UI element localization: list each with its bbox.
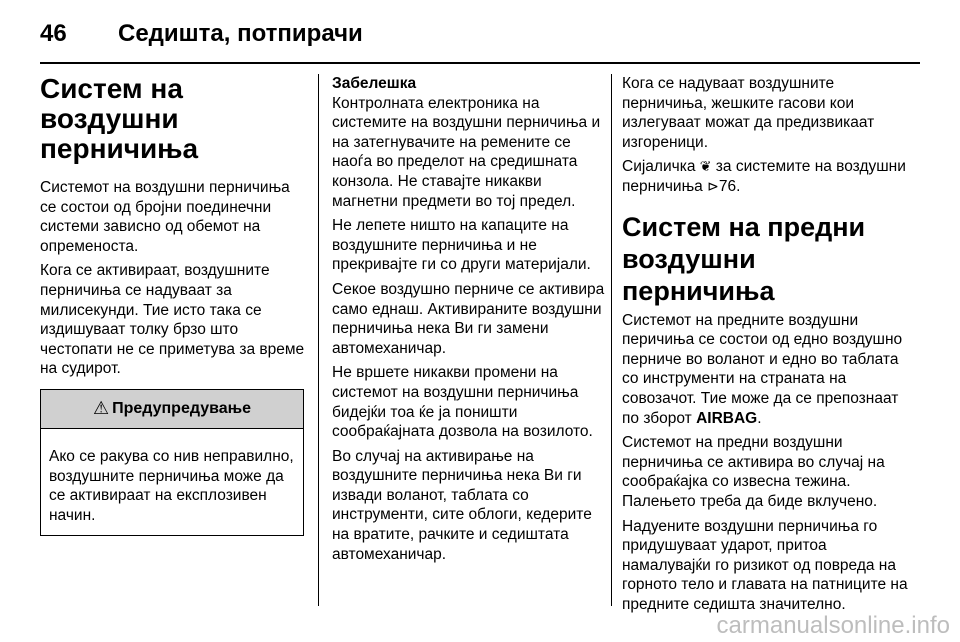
paragraph: Контролната електроника на системите на воздушни перничиња и на затегнувачите на ремените се наоѓа во пределот на средишната конзола. Не ставајте никакви магнетни предмети во тој предел. bbox=[332, 94, 601, 210]
front-airbag-heading: Систем на предни воздушни перничиња bbox=[622, 211, 866, 306]
paragraph: Надуените воздушни перничиња го придушуваат ударот, притоа намалувајќи го ризикот од повреда на горното тело и главата на патниците на предните седишта значително. bbox=[622, 517, 908, 613]
paragraph: Системот на воздушни перничиња се состои од бројни поединечни системи зависно од обемот на опременоста. bbox=[40, 179, 290, 255]
column-2 bbox=[332, 74, 605, 569]
warning-box bbox=[40, 389, 304, 536]
column-3 bbox=[622, 74, 912, 619]
header-rule bbox=[40, 62, 920, 64]
watermark: carmanualsonline.info bbox=[716, 612, 950, 639]
column-1 bbox=[40, 74, 305, 536]
paragraph: Во случај на активирање на воздушните перничиња нека Ви ги извади воланот, таблата со инструменти, сите облоги, кедерите на вратите, рачките и седиштата автомеханичар. bbox=[332, 447, 592, 563]
warning-body bbox=[41, 429, 303, 535]
paragraph: Не вршете никакви промени на системот на воздушни перничиња бидејќи тоа ќе ја поништи сообраќајната дозвола на возилото. bbox=[332, 364, 593, 441]
paragraph-indicator bbox=[622, 157, 912, 196]
page-reference-link[interactable]: 76. bbox=[718, 177, 741, 195]
text: за системите на воздушни перничиња bbox=[622, 158, 906, 195]
page-reference-icon: ⊳ bbox=[707, 177, 719, 194]
page-number: 46 bbox=[40, 20, 67, 47]
column-divider-1 bbox=[318, 74, 319, 606]
column-divider-2 bbox=[611, 74, 612, 606]
note-heading: Забелешка bbox=[332, 75, 417, 92]
text: Системот на предните воздушни перичиња се состои од едно воздушно перниче во воланот и едно во таблата со инструменти на страната на совозачот. Тие може да се препознаат по зборот bbox=[622, 311, 903, 427]
paragraph bbox=[622, 311, 912, 429]
airbag-system-heading: Систем на воздушни перничиња bbox=[40, 73, 199, 164]
airbag-warning-icon: ❦ bbox=[699, 158, 712, 175]
warning-title: Предупредување bbox=[112, 400, 252, 418]
page-header bbox=[40, 14, 920, 54]
warning-triangle-icon: ⚠ bbox=[92, 398, 110, 419]
warning-text: Ако се ракува со нив неправилно, воздушните перничиња може да се активираат на експлозивен начин. bbox=[49, 447, 294, 524]
airbag-word: AIRBAG bbox=[696, 409, 758, 427]
text: . bbox=[757, 409, 762, 427]
paragraph: Не лепете ништо на капаците на воздушните перничиња и не прекривајте ги со други материјали. bbox=[332, 217, 591, 274]
warning-header bbox=[41, 390, 303, 429]
section-title: Седишта, потпирачи bbox=[118, 20, 363, 47]
paragraph: Секое воздушно перниче се активира само еднаш. Активираните воздушни перничиња нека Ви ги замени автомеханичар. bbox=[332, 280, 605, 357]
paragraph: Системот на предни воздушни перничиња се активира во случај на сообраќајка со извесна тежина. Палењето треба да биде вклучено. bbox=[622, 434, 885, 510]
text: Сијаличка bbox=[622, 158, 700, 176]
paragraph: Кога се надуваат воздушните перничиња, жешките гасови кои излегуваат можат да предизвикаат изгореници. bbox=[622, 75, 875, 151]
paragraph: Кога се активираат, воздушните перничиња се надуваат за милисекунди. Тие исто така се издишуваат толку брзо што честопати не се приметува за време на судирот. bbox=[40, 262, 305, 378]
